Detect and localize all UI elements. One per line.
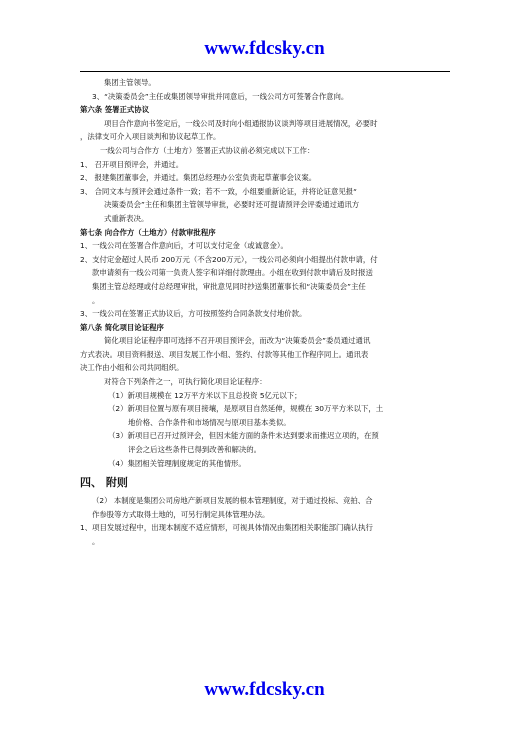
text-line: 评会之后这些条件已得到改善和解决的。: [128, 445, 262, 455]
list-item: 2、支付定金超过人民币 200万元（不含200万元），一线公司必须向小组提出付款申请，付: [80, 254, 378, 264]
text-line: 决工作由小组和公司共同组织。: [80, 363, 184, 373]
text-line: 一线公司与合作方（土地方）签署正式协议前必须完成以下工作：: [100, 145, 315, 155]
text-line: 决策委员会”主任和集团主管领导审批，必要时还可提请预评会评委通过通讯方: [104, 200, 360, 210]
list-item: （3）新项目已召开过预评会，但因未能方面的条件未达到要求而推迟立项的，在预: [108, 431, 379, 441]
article-heading: 第六条 签署正式协议: [80, 105, 150, 115]
section-heading: 四、 附则: [80, 476, 128, 490]
text-line: 作参股等方式取得土地的，可另行制定具体管理办法。: [92, 509, 270, 519]
text-line: 方式表决。项目资料报送、项目发展工作小组、签约、付款等其他工作程序同上。通讯表: [80, 349, 369, 359]
text-line: 式重新表决。: [104, 213, 149, 223]
text-line: 款申请须有一线公司第一负责人签字和详细付款理由。小组在收到付款申请后及时报送: [92, 268, 373, 278]
text-line: 集团主管总经理或付总经理审批，审批意见同时抄送集团董事长和“决策委员会”主任: [92, 281, 366, 291]
list-item: 1、 召开项目预评会，并通过。: [80, 159, 184, 169]
list-item: 3、 合同文本与预评会通过条件一致；若不一致，小组要重新论证，并将论证意见报“: [80, 186, 357, 196]
header-rule: [80, 71, 450, 72]
article-heading: 第七条 向合作方（土地方）付款审批程序: [80, 227, 216, 237]
text-line: 集团主管领导。: [104, 78, 156, 87]
list-item: （1）新项目规模在 12万平方米以下且总投资 5亿元以下；: [108, 390, 302, 400]
list-item: （2）新项目位置与原有项目接壤，是原项目自然延伸，规模在 30万平方米以下，土: [108, 404, 384, 414]
list-item: 1、一线公司在签署合作意向后，才可以支付定金（或诚意金）。: [80, 241, 288, 251]
text-line: 简化项目论证程序即可选择不召开项目预评会，而改为“决策委员会”委员通过通讯: [104, 336, 371, 346]
text-line: 。: [92, 295, 100, 305]
list-item: 1、项目发展过程中，出现本制度不适应情形，可视具体情况由集团相关职能部门确认执行: [80, 523, 373, 533]
text-line: 3、“决策委员会”主任或集团领导审批并同意后，一线公司方可签署合作意向。: [92, 91, 349, 101]
text-line: 。: [92, 537, 100, 546]
text-line: 项目合作意向书签定后，一线公司及时向小组通报协议谈判等项目进展情况，必要时: [104, 118, 378, 128]
document-body: [80, 76, 452, 549]
text-line: ，法律支可介入项目谈判和协议起草工作。: [80, 132, 221, 142]
list-item: （4）集团相关管理制度规定的其他情形。: [108, 458, 246, 468]
article-heading: 第八条 简化项目论证程序: [80, 322, 164, 332]
text-line: 对符合下列条件之一，可执行简化项目论证程序：: [104, 377, 267, 387]
footer-site-url[interactable]: www.fdcsky.cn: [204, 679, 325, 700]
list-item: 3、一线公司在签署正式协议后，方可按照签约合同条款支付地价款。: [80, 309, 307, 319]
text-line: 地价格、合作条件和市场情况与原项目基本类似。: [128, 417, 291, 427]
list-item: 2、 报建集团董事会，并通过。集团总经理办公室负责起草董事会议案。: [80, 173, 317, 183]
text-line: （2） 本制度是集团公司房地产新项目发展的根本管理制度，对于通过投标、竞拍、合: [92, 496, 373, 506]
header-site-url[interactable]: www.fdcsky.cn: [204, 38, 325, 59]
